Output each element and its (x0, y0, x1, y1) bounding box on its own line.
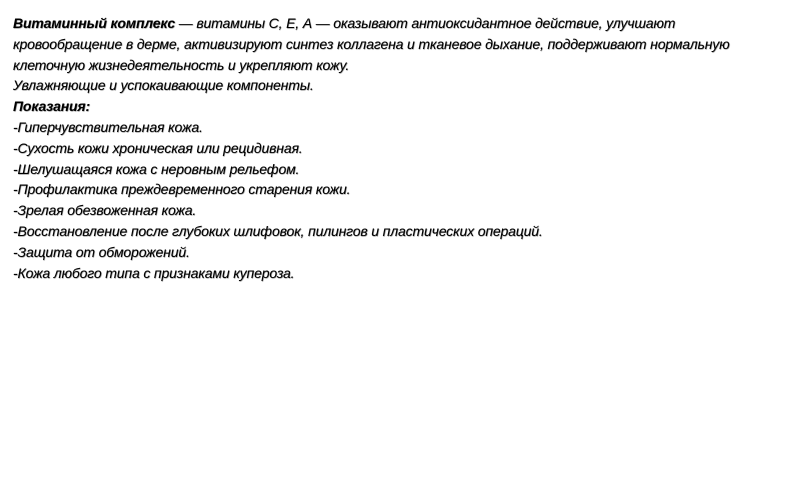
intro-paragraph (13, 13, 788, 75)
intro-text: — витамины С, Е, А — оказывают антиоксидантное действие, улучшают кровообращение в дерме, активизируют синтез коллагена и тканевое дыхание, поддерживают нормальную клеточную жизнедеятельность и укрепляют кожу. (13, 15, 730, 73)
indication-item: -Шелушащаяся кожа с неровным рельефом. (13, 160, 300, 177)
indications-list (13, 117, 788, 283)
indication-item: -Профилактика преждевременного старения кожи. (13, 181, 351, 198)
indication-item: -Зрелая обезвоженная кожа. (13, 202, 197, 219)
second-paragraph: Увлажняющие и успокаивающие компоненты. (13, 77, 314, 94)
indication-item: -Гиперчувствительная кожа. (13, 118, 203, 135)
indication-item: -Сухость кожи хроническая или рецидивная. (13, 139, 303, 156)
indication-item: -Восстановление после глубоких шлифовок, пилингов и пластических операций. (13, 222, 543, 239)
indication-item: -Кожа любого типа с признаками купероза. (13, 264, 295, 281)
intro-bold-term: Витаминный комплекс (13, 15, 176, 31)
indication-item: -Защита от обморожений. (13, 243, 190, 260)
indications-heading: Показания: (13, 98, 91, 115)
